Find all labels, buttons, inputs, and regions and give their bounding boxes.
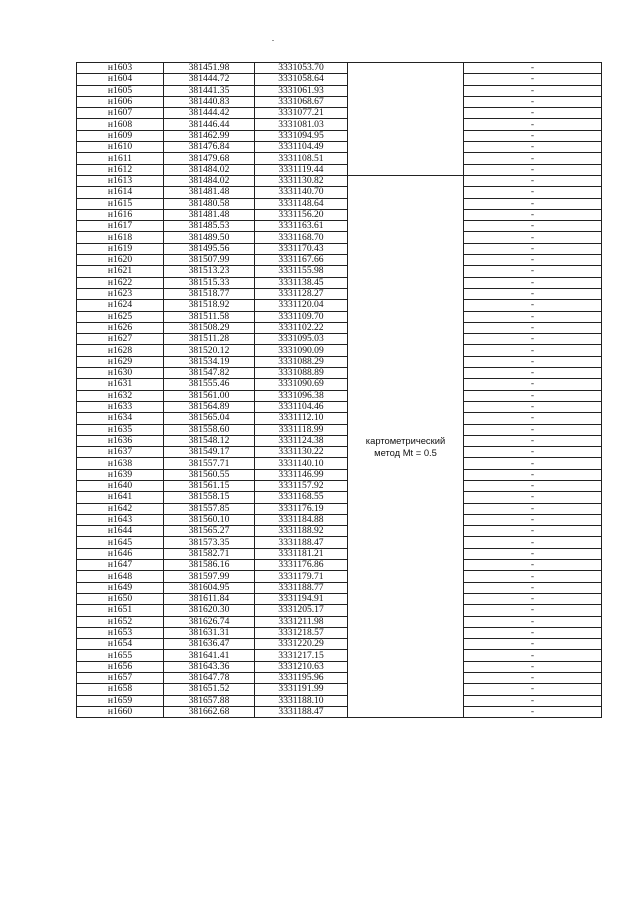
x-coordinate-cell: 381557.71 xyxy=(164,458,255,469)
point-name-cell: н1604 xyxy=(77,74,164,85)
table-row xyxy=(77,277,602,288)
point-name-cell: н1606 xyxy=(77,96,164,107)
table-row xyxy=(77,322,602,333)
note-cell: - xyxy=(464,153,602,164)
x-coordinate-cell: 381481.48 xyxy=(164,187,255,198)
point-name-cell: н1650 xyxy=(77,593,164,604)
point-name-cell: н1642 xyxy=(77,503,164,514)
note-cell: - xyxy=(464,537,602,548)
table-row xyxy=(77,311,602,322)
note-cell: - xyxy=(464,684,602,695)
x-coordinate-cell: 381662.68 xyxy=(164,706,255,717)
y-coordinate-cell: 3331184.88 xyxy=(255,514,348,525)
table-row xyxy=(77,684,602,695)
point-name-cell: н1637 xyxy=(77,447,164,458)
note-cell: - xyxy=(464,379,602,390)
point-name-cell: н1649 xyxy=(77,582,164,593)
x-coordinate-cell: 381476.84 xyxy=(164,142,255,153)
y-coordinate-cell: 3331157.92 xyxy=(255,480,348,491)
table-row xyxy=(77,232,602,243)
y-coordinate-cell: 3331096.38 xyxy=(255,390,348,401)
table-row xyxy=(77,492,602,503)
note-cell: - xyxy=(464,243,602,254)
point-name-cell: н1614 xyxy=(77,187,164,198)
y-coordinate-cell: 3331102.22 xyxy=(255,322,348,333)
table-row xyxy=(77,119,602,130)
point-name-cell: н1623 xyxy=(77,288,164,299)
y-coordinate-cell: 3331118.99 xyxy=(255,424,348,435)
note-cell: - xyxy=(464,503,602,514)
note-cell: - xyxy=(464,605,602,616)
table-row xyxy=(77,74,602,85)
table-row xyxy=(77,571,602,582)
y-coordinate-cell: 3331210.63 xyxy=(255,661,348,672)
table-row xyxy=(77,627,602,638)
x-coordinate-cell: 381484.02 xyxy=(164,164,255,175)
y-coordinate-cell: 3331104.49 xyxy=(255,142,348,153)
x-coordinate-cell: 381631.31 xyxy=(164,627,255,638)
x-coordinate-cell: 381641.41 xyxy=(164,650,255,661)
point-name-cell: н1603 xyxy=(77,63,164,74)
y-coordinate-cell: 3331156.20 xyxy=(255,209,348,220)
y-coordinate-cell: 3331217.15 xyxy=(255,650,348,661)
table-row xyxy=(77,401,602,412)
x-coordinate-cell: 381560.55 xyxy=(164,469,255,480)
method-cell-empty xyxy=(348,63,464,176)
note-cell: - xyxy=(464,311,602,322)
note-cell: - xyxy=(464,447,602,458)
table-row xyxy=(77,164,602,175)
point-name-cell: н1605 xyxy=(77,85,164,96)
x-coordinate-cell: 381620.30 xyxy=(164,605,255,616)
note-cell: - xyxy=(464,288,602,299)
point-name-cell: н1658 xyxy=(77,684,164,695)
x-coordinate-cell: 381564.89 xyxy=(164,401,255,412)
table-row xyxy=(77,334,602,345)
note-cell: - xyxy=(464,548,602,559)
y-coordinate-cell: 3331155.98 xyxy=(255,266,348,277)
point-name-cell: н1617 xyxy=(77,221,164,232)
table-row xyxy=(77,142,602,153)
x-coordinate-cell: 381479.68 xyxy=(164,153,255,164)
x-coordinate-cell: 381582.71 xyxy=(164,548,255,559)
x-coordinate-cell: 381651.52 xyxy=(164,684,255,695)
note-cell: - xyxy=(464,209,602,220)
point-name-cell: н1634 xyxy=(77,413,164,424)
y-coordinate-cell: 3331130.82 xyxy=(255,175,348,186)
y-coordinate-cell: 3331211.98 xyxy=(255,616,348,627)
y-coordinate-cell: 3331130.22 xyxy=(255,447,348,458)
y-coordinate-cell: 3331088.29 xyxy=(255,356,348,367)
point-name-cell: н1624 xyxy=(77,300,164,311)
x-coordinate-cell: 381626.74 xyxy=(164,616,255,627)
table-row xyxy=(77,447,602,458)
note-cell: - xyxy=(464,119,602,130)
point-name-cell: н1646 xyxy=(77,548,164,559)
point-name-cell: н1611 xyxy=(77,153,164,164)
y-coordinate-cell: 3331168.55 xyxy=(255,492,348,503)
note-cell: - xyxy=(464,345,602,356)
note-cell: - xyxy=(464,300,602,311)
table-row xyxy=(77,288,602,299)
x-coordinate-cell: 381440.83 xyxy=(164,96,255,107)
note-cell: - xyxy=(464,695,602,706)
y-coordinate-cell: 3331109.70 xyxy=(255,311,348,322)
table-row xyxy=(77,673,602,684)
point-name-cell: н1619 xyxy=(77,243,164,254)
note-cell: - xyxy=(464,96,602,107)
x-coordinate-cell: 381515.33 xyxy=(164,277,255,288)
coordinates-table xyxy=(76,62,602,718)
table-row xyxy=(77,266,602,277)
point-name-cell: н1643 xyxy=(77,514,164,525)
x-coordinate-cell: 381657.88 xyxy=(164,695,255,706)
y-coordinate-cell: 3331068.67 xyxy=(255,96,348,107)
y-coordinate-cell: 3331167.66 xyxy=(255,255,348,266)
note-cell: - xyxy=(464,74,602,85)
table-row xyxy=(77,130,602,141)
x-coordinate-cell: 381548.12 xyxy=(164,435,255,446)
point-name-cell: н1644 xyxy=(77,526,164,537)
x-coordinate-cell: 381534.19 xyxy=(164,356,255,367)
y-coordinate-cell: 3331140.10 xyxy=(255,458,348,469)
x-coordinate-cell: 381489.50 xyxy=(164,232,255,243)
scan-speck xyxy=(272,40,274,41)
x-coordinate-cell: 381558.60 xyxy=(164,424,255,435)
table-row xyxy=(77,379,602,390)
coordinates-table-body xyxy=(77,63,602,718)
point-name-cell: н1616 xyxy=(77,209,164,220)
y-coordinate-cell: 3331061.93 xyxy=(255,85,348,96)
table-row xyxy=(77,424,602,435)
x-coordinate-cell: 381560.10 xyxy=(164,514,255,525)
point-name-cell: н1655 xyxy=(77,650,164,661)
table-row xyxy=(77,616,602,627)
point-name-cell: н1653 xyxy=(77,627,164,638)
table-row xyxy=(77,175,602,186)
x-coordinate-cell: 381462.99 xyxy=(164,130,255,141)
table-row xyxy=(77,458,602,469)
x-coordinate-cell: 381586.16 xyxy=(164,560,255,571)
x-coordinate-cell: 381520.12 xyxy=(164,345,255,356)
note-cell: - xyxy=(464,627,602,638)
x-coordinate-cell: 381441.35 xyxy=(164,85,255,96)
point-name-cell: н1612 xyxy=(77,164,164,175)
y-coordinate-cell: 3331058.64 xyxy=(255,74,348,85)
y-coordinate-cell: 3331220.29 xyxy=(255,639,348,650)
point-name-cell: н1654 xyxy=(77,639,164,650)
point-name-cell: н1608 xyxy=(77,119,164,130)
point-name-cell: н1638 xyxy=(77,458,164,469)
table-row xyxy=(77,255,602,266)
note-cell: - xyxy=(464,616,602,627)
y-coordinate-cell: 3331090.09 xyxy=(255,345,348,356)
table-row xyxy=(77,300,602,311)
point-name-cell: н1610 xyxy=(77,142,164,153)
point-name-cell: н1618 xyxy=(77,232,164,243)
table-row xyxy=(77,639,602,650)
y-coordinate-cell: 3331188.77 xyxy=(255,582,348,593)
x-coordinate-cell: 381518.77 xyxy=(164,288,255,299)
note-cell: - xyxy=(464,571,602,582)
point-name-cell: н1635 xyxy=(77,424,164,435)
note-cell: - xyxy=(464,255,602,266)
note-cell: - xyxy=(464,480,602,491)
x-coordinate-cell: 381480.58 xyxy=(164,198,255,209)
note-cell: - xyxy=(464,85,602,96)
y-coordinate-cell: 3331138.45 xyxy=(255,277,348,288)
table-row xyxy=(77,209,602,220)
table-row xyxy=(77,435,602,446)
table-row xyxy=(77,96,602,107)
point-name-cell: н1657 xyxy=(77,673,164,684)
note-cell: - xyxy=(464,650,602,661)
y-coordinate-cell: 3331188.10 xyxy=(255,695,348,706)
y-coordinate-cell: 3331128.27 xyxy=(255,288,348,299)
table-row xyxy=(77,198,602,209)
point-name-cell: н1607 xyxy=(77,108,164,119)
note-cell: - xyxy=(464,706,602,717)
point-name-cell: н1620 xyxy=(77,255,164,266)
point-name-cell: н1640 xyxy=(77,480,164,491)
y-coordinate-cell: 3331088.89 xyxy=(255,368,348,379)
x-coordinate-cell: 381611.84 xyxy=(164,593,255,604)
point-name-cell: н1639 xyxy=(77,469,164,480)
point-name-cell: н1636 xyxy=(77,435,164,446)
point-name-cell: н1613 xyxy=(77,175,164,186)
note-cell: - xyxy=(464,639,602,650)
point-name-cell: н1631 xyxy=(77,379,164,390)
y-coordinate-cell: 3331094.95 xyxy=(255,130,348,141)
note-cell: - xyxy=(464,108,602,119)
y-coordinate-cell: 3331104.46 xyxy=(255,401,348,412)
x-coordinate-cell: 381547.82 xyxy=(164,368,255,379)
note-cell: - xyxy=(464,142,602,153)
y-coordinate-cell: 3331191.99 xyxy=(255,684,348,695)
x-coordinate-cell: 381444.42 xyxy=(164,108,255,119)
x-coordinate-cell: 381604.95 xyxy=(164,582,255,593)
x-coordinate-cell: 381507.99 xyxy=(164,255,255,266)
note-cell: - xyxy=(464,673,602,684)
y-coordinate-cell: 3331170.43 xyxy=(255,243,348,254)
x-coordinate-cell: 381485.53 xyxy=(164,221,255,232)
y-coordinate-cell: 3331124.38 xyxy=(255,435,348,446)
y-coordinate-cell: 3331176.19 xyxy=(255,503,348,514)
note-cell: - xyxy=(464,469,602,480)
x-coordinate-cell: 381484.02 xyxy=(164,175,255,186)
x-coordinate-cell: 381518.92 xyxy=(164,300,255,311)
point-name-cell: н1633 xyxy=(77,401,164,412)
note-cell: - xyxy=(464,334,602,345)
note-cell: - xyxy=(464,435,602,446)
method-name: картометрический xyxy=(365,434,446,446)
x-coordinate-cell: 381561.15 xyxy=(164,480,255,491)
x-coordinate-cell: 381549.17 xyxy=(164,447,255,458)
x-coordinate-cell: 381511.28 xyxy=(164,334,255,345)
note-cell: - xyxy=(464,175,602,186)
x-coordinate-cell: 381513.23 xyxy=(164,266,255,277)
y-coordinate-cell: 3331176.86 xyxy=(255,560,348,571)
y-coordinate-cell: 3331140.70 xyxy=(255,187,348,198)
y-coordinate-cell: 3331053.70 xyxy=(255,63,348,74)
x-coordinate-cell: 381558.15 xyxy=(164,492,255,503)
x-coordinate-cell: 381597.99 xyxy=(164,571,255,582)
table-row xyxy=(77,661,602,672)
note-cell: - xyxy=(464,356,602,367)
table-row xyxy=(77,63,602,74)
note-cell: - xyxy=(464,266,602,277)
x-coordinate-cell: 381557.85 xyxy=(164,503,255,514)
point-name-cell: н1625 xyxy=(77,311,164,322)
point-name-cell: н1628 xyxy=(77,345,164,356)
x-coordinate-cell: 381565.27 xyxy=(164,526,255,537)
y-coordinate-cell: 3331108.51 xyxy=(255,153,348,164)
y-coordinate-cell: 3331205.17 xyxy=(255,605,348,616)
y-coordinate-cell: 3331188.47 xyxy=(255,537,348,548)
y-coordinate-cell: 3331090.69 xyxy=(255,379,348,390)
x-coordinate-cell: 381446.44 xyxy=(164,119,255,130)
note-cell: - xyxy=(464,164,602,175)
x-coordinate-cell: 381573.35 xyxy=(164,537,255,548)
y-coordinate-cell: 3331194.91 xyxy=(255,593,348,604)
table-row xyxy=(77,650,602,661)
y-coordinate-cell: 3331095.03 xyxy=(255,334,348,345)
point-name-cell: н1629 xyxy=(77,356,164,367)
table-row xyxy=(77,537,602,548)
y-coordinate-cell: 3331188.92 xyxy=(255,526,348,537)
point-name-cell: н1627 xyxy=(77,334,164,345)
point-name-cell: н1648 xyxy=(77,571,164,582)
point-name-cell: н1647 xyxy=(77,560,164,571)
table-row xyxy=(77,368,602,379)
note-cell: - xyxy=(464,413,602,424)
table-row xyxy=(77,469,602,480)
y-coordinate-cell: 3331148.64 xyxy=(255,198,348,209)
note-cell: - xyxy=(464,232,602,243)
note-cell: - xyxy=(464,582,602,593)
y-coordinate-cell: 3331119.44 xyxy=(255,164,348,175)
point-name-cell: н1656 xyxy=(77,661,164,672)
table-row xyxy=(77,593,602,604)
table-row xyxy=(77,243,602,254)
table-row xyxy=(77,480,602,491)
point-name-cell: н1645 xyxy=(77,537,164,548)
point-name-cell: н1659 xyxy=(77,695,164,706)
y-coordinate-cell: 3331077.21 xyxy=(255,108,348,119)
note-cell: - xyxy=(464,492,602,503)
table-row xyxy=(77,345,602,356)
point-name-cell: н1632 xyxy=(77,390,164,401)
y-coordinate-cell: 3331081.03 xyxy=(255,119,348,130)
note-cell: - xyxy=(464,322,602,333)
table-row xyxy=(77,560,602,571)
note-cell: - xyxy=(464,661,602,672)
note-cell: - xyxy=(464,187,602,198)
y-coordinate-cell: 3331218.57 xyxy=(255,627,348,638)
note-cell: - xyxy=(464,368,602,379)
table-row xyxy=(77,356,602,367)
x-coordinate-cell: 381508.29 xyxy=(164,322,255,333)
x-coordinate-cell: 381636.47 xyxy=(164,639,255,650)
table-row xyxy=(77,503,602,514)
note-cell: - xyxy=(464,63,602,74)
point-name-cell: н1641 xyxy=(77,492,164,503)
note-cell: - xyxy=(464,514,602,525)
table-row xyxy=(77,153,602,164)
note-cell: - xyxy=(464,560,602,571)
note-cell: - xyxy=(464,401,602,412)
point-name-cell: н1622 xyxy=(77,277,164,288)
table-row xyxy=(77,548,602,559)
x-coordinate-cell: 381561.00 xyxy=(164,390,255,401)
y-coordinate-cell: 3331163.61 xyxy=(255,221,348,232)
table-row xyxy=(77,390,602,401)
point-name-cell: н1652 xyxy=(77,616,164,627)
point-name-cell: н1615 xyxy=(77,198,164,209)
note-cell: - xyxy=(464,593,602,604)
point-name-cell: н1621 xyxy=(77,266,164,277)
table-row xyxy=(77,526,602,537)
table-row xyxy=(77,413,602,424)
x-coordinate-cell: 381647.78 xyxy=(164,673,255,684)
table-row xyxy=(77,187,602,198)
note-cell: - xyxy=(464,221,602,232)
y-coordinate-cell: 3331120.04 xyxy=(255,300,348,311)
x-coordinate-cell: 381444.72 xyxy=(164,74,255,85)
point-name-cell: н1651 xyxy=(77,605,164,616)
note-cell: - xyxy=(464,277,602,288)
point-name-cell: н1660 xyxy=(77,706,164,717)
table-row xyxy=(77,108,602,119)
x-coordinate-cell: 381481.48 xyxy=(164,209,255,220)
table-row xyxy=(77,514,602,525)
table-row xyxy=(77,85,602,96)
y-coordinate-cell: 3331168.70 xyxy=(255,232,348,243)
point-name-cell: н1609 xyxy=(77,130,164,141)
x-coordinate-cell: 381511.58 xyxy=(164,311,255,322)
note-cell: - xyxy=(464,424,602,435)
note-cell: - xyxy=(464,130,602,141)
method-accuracy: метод Mt = 0.5 xyxy=(374,446,437,458)
note-cell: - xyxy=(464,390,602,401)
x-coordinate-cell: 381451.98 xyxy=(164,63,255,74)
x-coordinate-cell: 381555.46 xyxy=(164,379,255,390)
y-coordinate-cell: 3331179.71 xyxy=(255,571,348,582)
method-cell xyxy=(348,175,464,717)
x-coordinate-cell: 381643.36 xyxy=(164,661,255,672)
point-name-cell: н1630 xyxy=(77,368,164,379)
table-row xyxy=(77,221,602,232)
x-coordinate-cell: 381495.56 xyxy=(164,243,255,254)
y-coordinate-cell: 3331188.47 xyxy=(255,706,348,717)
y-coordinate-cell: 3331181.21 xyxy=(255,548,348,559)
table-row xyxy=(77,605,602,616)
point-name-cell: н1626 xyxy=(77,322,164,333)
y-coordinate-cell: 3331195.96 xyxy=(255,673,348,684)
y-coordinate-cell: 3331146.99 xyxy=(255,469,348,480)
note-cell: - xyxy=(464,458,602,469)
x-coordinate-cell: 381565.04 xyxy=(164,413,255,424)
note-cell: - xyxy=(464,198,602,209)
note-cell: - xyxy=(464,526,602,537)
y-coordinate-cell: 3331112.10 xyxy=(255,413,348,424)
table-row xyxy=(77,706,602,717)
table-row xyxy=(77,695,602,706)
table-row xyxy=(77,582,602,593)
